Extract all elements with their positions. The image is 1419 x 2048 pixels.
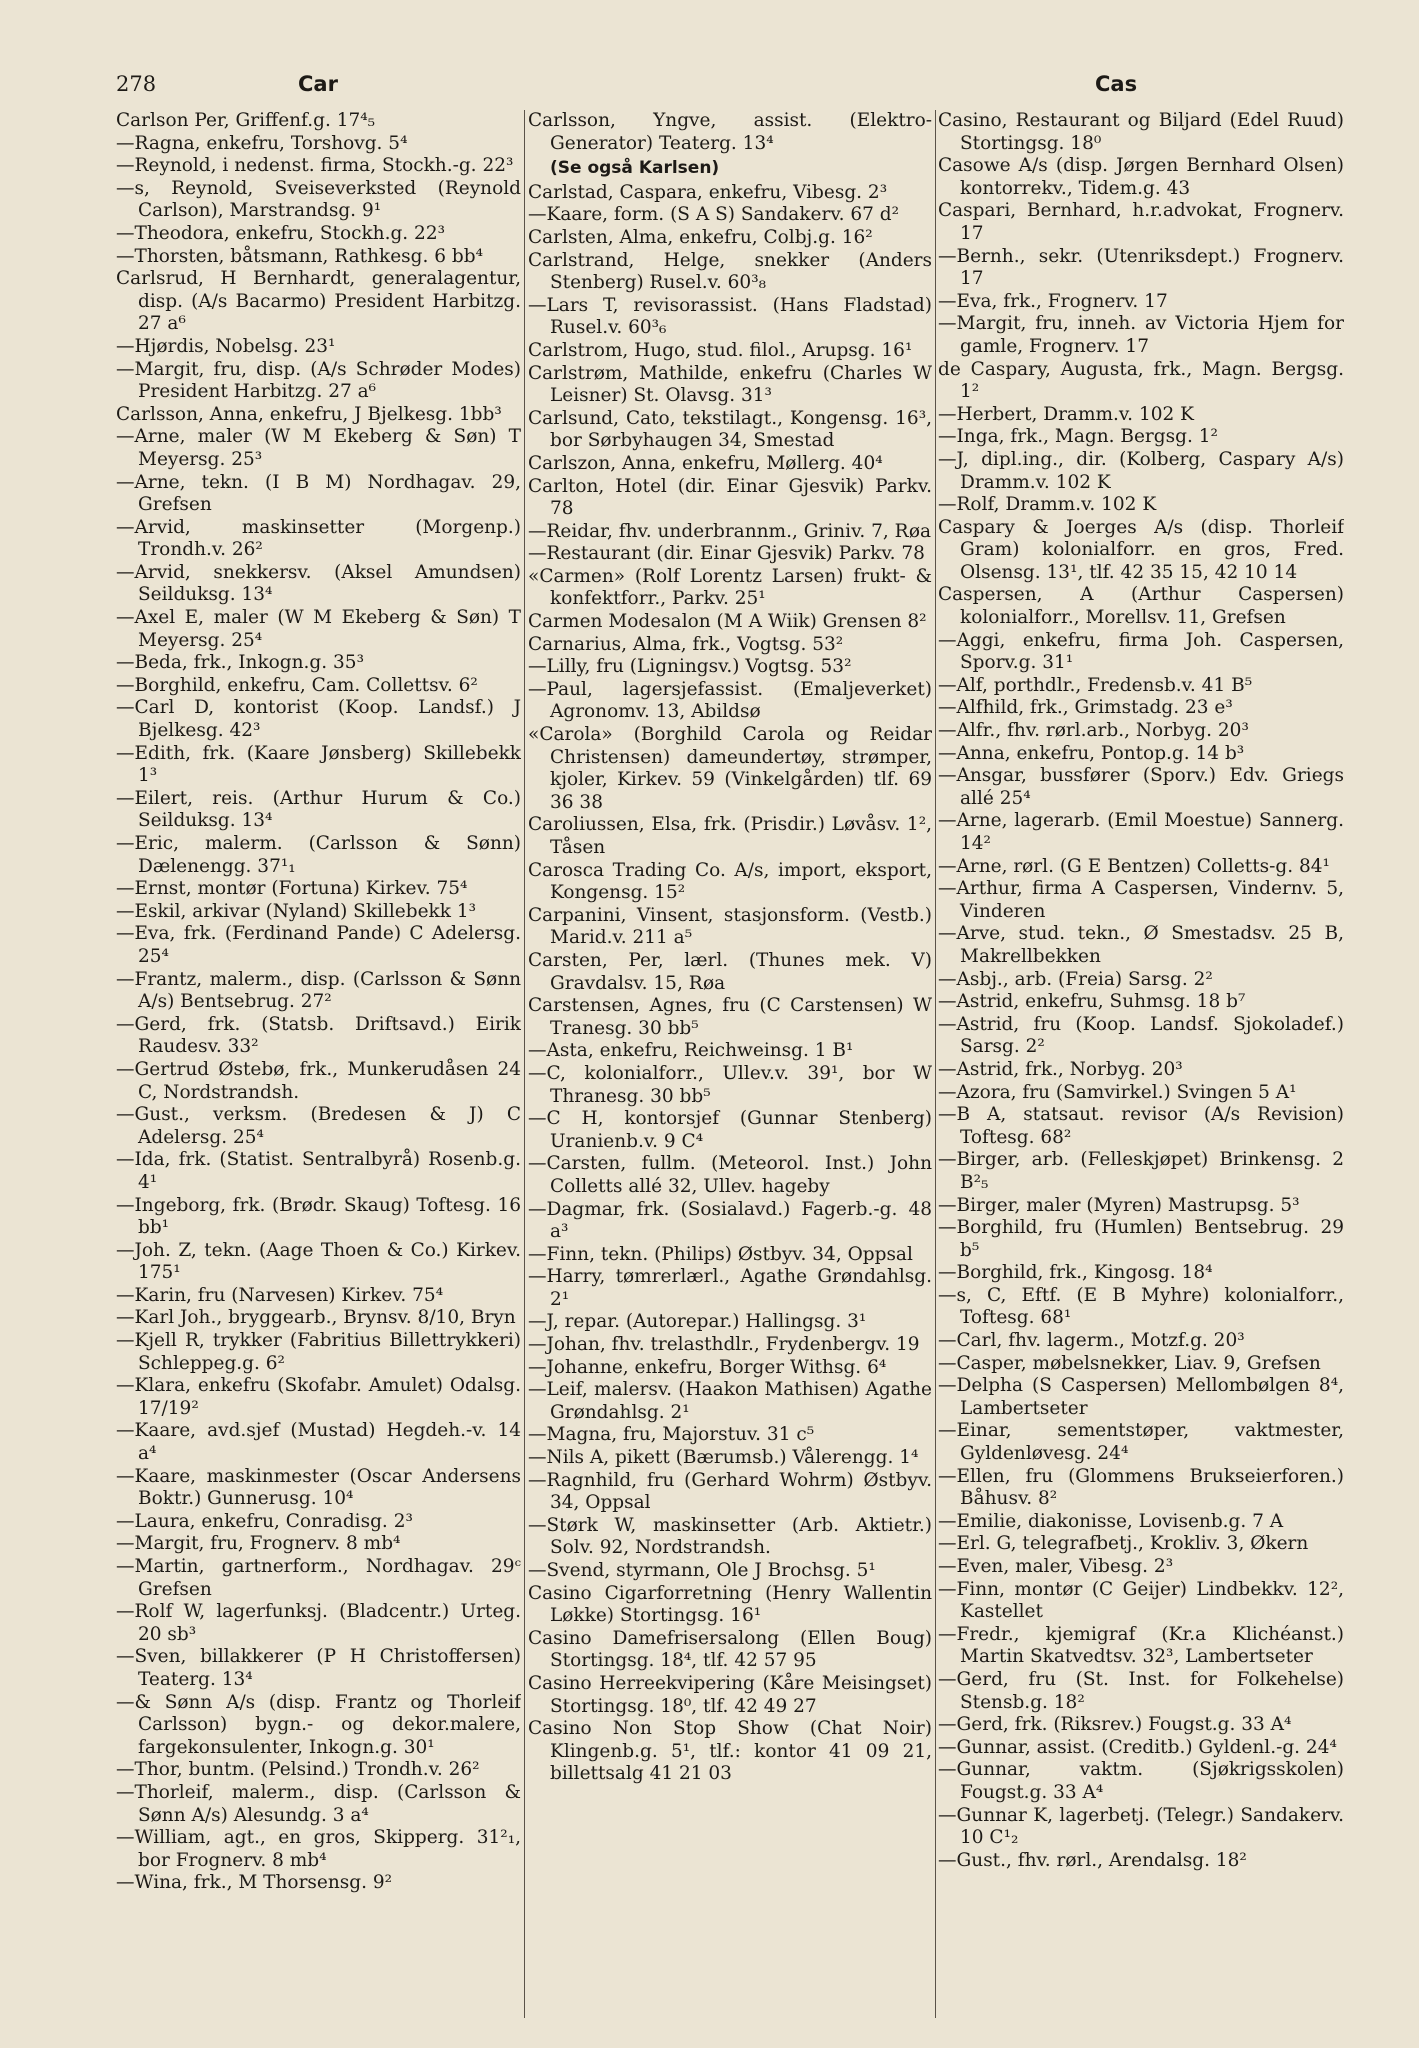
directory-entry: —Karin, fru (Narvesen) Kirkev. 75⁴ <box>116 1284 444 1306</box>
directory-entry: —Eva, frk., Frognerv. 17 <box>938 290 1168 312</box>
guide-word-left: Car <box>298 72 338 96</box>
directory-entry: —Beda, frk., Inkogn.g. 35³ <box>116 652 364 674</box>
directory-entry: —Nils A, pikett (Bærumsb.) Vålerengg. 1⁴ <box>528 1447 919 1469</box>
directory-entry: Carlsson, Yngve, assist. (Elektro-Generator) Teaterg. 13⁴ <box>528 110 932 154</box>
directory-entry: —& Sønn A/s (disp. Frantz og Thorleif Carlsson) bygn.- og dekor.malere, fargekonsulenter, Inkogn.g. 30¹ <box>116 1691 521 1758</box>
directory-entry: —Lilly, fru (Ligningsv.) Vogtsg. 53² <box>528 656 852 678</box>
directory-entry: —Birger, arb. (Felleskjøpet) Brinkensg. 2 B²₅ <box>938 1149 1344 1193</box>
directory-entry: —Theodora, enkefru, Stockh.g. 22³ <box>116 222 446 244</box>
directory-entry: Carlszon, Anna, enkefru, Møllerg. 40⁴ <box>528 452 883 474</box>
directory-entry: Casino Cigarforretning (Henry Wallentin Løkke) Stortingsg. 16¹ <box>528 1582 932 1627</box>
directory-entry: —Lars T, revisorassist. (Hans Fladstad) Rusel.v. 60³₆ <box>528 294 932 339</box>
directory-entry: —Alfr., fhv. rørl.arb., Norbyg. 20³ <box>938 720 1249 742</box>
directory-entry: Carlson Per, Griffenf.g. 17⁴₅ <box>116 110 376 131</box>
directory-entry: —Harry, tømrerlærl., Agathe Grøndahlsg. 2¹ <box>528 1266 932 1310</box>
directory-entry: —Astrid, frk., Norbyg. 20³ <box>938 1058 1183 1080</box>
directory-entry: —Astrid, fru (Koop. Landsf. Sjokoladef.) Sarsg. 2² <box>938 1013 1344 1058</box>
directory-entry: —Carsten, fullm. (Meteorol. Inst.) John Colletts allé 32, Ullev. hageby <box>528 1153 932 1197</box>
directory-entry: —Dagmar, frk. (Sosialavd.) Fagerb.-g. 48 a³ <box>528 1198 932 1243</box>
directory-entry: Carlsson, Anna, enkefru, J Bjelkesg. 1bb³ <box>116 403 502 425</box>
directory-entry: —Margit, fru, inneh. av Victoria Hjem for gamle, Frognerv. 17 <box>938 313 1344 357</box>
directory-entry: —Ernst, montør (Fortuna) Kirkev. 75⁴ <box>116 878 468 900</box>
directory-entry: —Ida, frk. (Statist. Sentralbyrå) Rosenb.g. 4¹ <box>116 1149 521 1193</box>
column-left <box>116 110 521 2020</box>
directory-entry: —Arne, lagerarb. (Emil Moestue) Sannerg. 14² <box>938 810 1344 854</box>
directory-entry: —C, kolonialforr., Ullev.v. 39¹, bor W Thranesg. 30 bb⁵ <box>528 1062 932 1107</box>
directory-entry: —Borghild, frk., Kingosg. 18⁴ <box>938 1262 1213 1284</box>
directory-entry: —Ragnhild, fru (Gerhard Wohrm) Østbyv. 34, Oppsal <box>528 1469 932 1514</box>
directory-entry: —Eilert, reis. (Arthur Hurum & Co.) Seilduksg. 13⁴ <box>116 787 521 832</box>
directory-entry: —Johan, fhv. trelasthdlr., Frydenbergv. 19 <box>528 1334 920 1356</box>
directory-entry: —Margit, fru, Frognerv. 8 mb⁴ <box>116 1533 401 1555</box>
directory-entry: Carlstrom, Hugo, stud. filol., Arupsg. 16¹ <box>528 339 913 361</box>
directory-entry: —Martin, gartnerform., Nordhagav. 29ᶜ Grefsen <box>116 1556 521 1600</box>
directory-entry: —Thorleif, malerm., disp. (Carlsson & Sønn A/s) Alesundg. 3 a⁴ <box>116 1781 521 1826</box>
directory-entry: —Einar, sementstøper, vaktmester, Gyldenløvesg. 24⁴ <box>938 1420 1344 1465</box>
directory-entry: —Svend, styrmann, Ole J Brochsg. 5¹ <box>528 1560 876 1581</box>
directory-entry: —Kaare, maskinmester (Oscar Andersens Boktr.) Gunnerusg. 10⁴ <box>116 1465 521 1510</box>
directory-entry: Caspersen, A (Arthur Caspersen) kolonialforr., Morellsv. 11, Grefsen <box>938 584 1344 629</box>
directory-entry: —Restaurant (dir. Einar Gjesvik) Parkv. 78 <box>528 543 925 565</box>
directory-entry: Carmen Modesalon (M A Wiik) Grensen 8² <box>528 611 927 633</box>
directory-entry: —Karl Joh., bryggearb., Brynsv. 8/10, Bryn <box>116 1307 516 1329</box>
directory-entry: —Reidar, fhv. underbrannm., Griniv. 7, Røa <box>528 520 932 542</box>
directory-entry: —Azora, fru (Samvirkel.) Svingen 5 A¹ <box>938 1081 1297 1103</box>
directory-entry: —Ellen, fru (Glommens Brukseierforen.) Båhusv. 8² <box>938 1465 1344 1510</box>
directory-entry: —Størk W, maskinsetter (Arb. Aktietr.) Solv. 92, Nordstrandsh. <box>528 1514 932 1559</box>
directory-entry: —Frantz, malerm., disp. (Carlsson & Sønn A/s) Bentsebrug. 27² <box>116 968 521 1013</box>
column-divider <box>524 110 525 2018</box>
directory-entry: —Arne, tekn. (I B M) Nordhagav. 29, Grefsen <box>116 471 521 516</box>
directory-entry: —Alfhild, frk., Grimstadg. 23 e³ <box>938 697 1233 719</box>
directory-entry: Carlstrøm, Mathilde, enkefru (Charles W Leisner) St. Olavsg. 31³ <box>528 362 932 407</box>
directory-entry: Carpanini, Vinsent, stasjonsform. (Vestb.) Marid.v. 211 a⁵ <box>528 904 932 949</box>
directory-entry: «Carmen» (Rolf Lorentz Larsen) frukt- & konfektforr., Parkv. 25¹ <box>528 565 932 610</box>
directory-entry: —Johanne, enkefru, Borger Withsg. 6⁴ <box>528 1356 887 1378</box>
directory-entry: Carosca Trading Co. A/s, import, eksport, Kongensg. 15² <box>528 859 932 904</box>
directory-entry: —Anna, enkefru, Pontop.g. 14 b³ <box>938 742 1245 764</box>
directory-entry: —Gerd, frk. (Statsb. Driftsavd.) Eirik Raudesv. 33² <box>116 1013 521 1058</box>
directory-entry: Carsten, Per, lærl. (Thunes mek. V) Gravdalsv. 15, Røa <box>528 949 932 994</box>
directory-entry: —Edith, frk. (Kaare Jønsberg) Skillebekk 1³ <box>116 742 521 787</box>
directory-entry: —Thorsten, båtsmann, Rathkesg. 6 bb⁴ <box>116 245 483 267</box>
directory-entry: Carlton, Hotel (dir. Einar Gjesvik) Parkv. 78 <box>528 475 932 520</box>
directory-entry: —Klara, enkefru (Skofabr. Amulet) Odalsg. 17/19² <box>116 1375 521 1419</box>
directory-entry: —Rolf, Dramm.v. 102 K <box>938 494 1157 516</box>
directory-entry: —Herbert, Dramm.v. 102 K <box>938 403 1194 425</box>
directory-entry: —Inga, frk., Magn. Bergsg. 1² <box>938 426 1218 448</box>
directory-entry: —Paul, lagersjefassist. (Emaljeverket) Agronomv. 13, Abildsø <box>528 678 932 723</box>
directory-entry: —Gunnar, vaktm. (Sjøkrigsskolen) Fougst.g. 33 A⁴ <box>938 1759 1344 1803</box>
directory-entry: —Axel E, maler (W M Ekeberg & Søn) T Meyersg. 25⁴ <box>116 607 521 651</box>
directory-entry: Casino Non Stop Show (Chat Noir) Klingenb.g. 5¹, tlf.: kontor 41 09 21, billettsalg 41 21 03 <box>528 1718 932 1785</box>
directory-entry: —Wina, frk., M Thorsensg. 9² <box>116 1872 393 1894</box>
directory-entry: —Emilie, diakonisse, Lovisenb.g. 7 A <box>938 1510 1284 1532</box>
directory-entry: —Gust., verksm. (Bredesen & J) C Adelersg. 25⁴ <box>116 1104 521 1148</box>
directory-entry: —Arve, stud. tekn., Ø Smestadsv. 25 B, Makrellbekken <box>938 923 1344 967</box>
directory-entry: —C H, kontorsjef (Gunnar Stenberg) Uranienb.v. 9 C⁴ <box>528 1108 932 1152</box>
directory-entry: —Gust., fhv. rørl., Arendalsg. 18² <box>938 1849 1247 1871</box>
directory-entry: —Even, maler, Vibesg. 2³ <box>938 1556 1174 1577</box>
directory-entry: «Carola» (Borghild Carola og Reidar Christensen) dameundertøy, strømper, kjoler, Kirkev. 59 (Vinkelgården) tlf. 69 36 38 <box>528 724 932 813</box>
directory-entry: —Sven, billakkerer (P H Christoffersen) Teaterg. 13⁴ <box>116 1646 521 1690</box>
directory-entry: —Margit, fru, disp. (A/s Schrøder Modes) President Harbitzg. 27 a⁶ <box>116 358 521 403</box>
directory-entry: —Leif, malersv. (Haakon Mathisen) Agathe Grøndahlsg. 2¹ <box>528 1379 932 1423</box>
directory-entry: —Carl D, kontorist (Koop. Landsf.) J Bjelkesg. 42³ <box>116 697 521 742</box>
directory-entry: —J, dipl.ing., dir. (Kolberg, Caspary A/s) Dramm.v. 102 K <box>938 448 1344 493</box>
directory-entry: —Ingeborg, frk. (Brødr. Skaug) Toftesg. 16 bb¹ <box>116 1194 521 1239</box>
directory-entry: Carlstrand, Helge, snekker (Anders Stenberg) Rusel.v. 60³₈ <box>528 249 932 294</box>
directory-entry: —Rolf W, lagerfunksj. (Bladcentr.) Urteg. 20 sb³ <box>116 1601 521 1645</box>
directory-entry: —Alf, porthdlr., Fredensb.v. 41 B⁵ <box>938 674 1253 696</box>
directory-entry: —Casper, møbelsnekker, Liav. 9, Grefsen <box>938 1352 1321 1374</box>
directory-entry: —Finn, tekn. (Philips) Østbyv. 34, Oppsal <box>528 1243 913 1265</box>
directory-entry: —s, C, Eftf. (E B Myhre) kolonialforr., Toftesg. 68¹ <box>938 1284 1344 1329</box>
directory-entry: —Asta, enkefru, Reichweinsg. 1 B¹ <box>528 1040 854 1062</box>
directory-entry: Caspary & Joerges A/s (disp. Thorleif Gram) kolonialforr. en gros, Fred. Olsensg. 13¹, tlf. 42 35 15, 42 10 14 <box>938 516 1344 583</box>
directory-entry: —s, Reynold, Sveiseverksted (Reynold Carlson), Marstrandsg. 9¹ <box>116 177 521 222</box>
directory-entry: —Finn, montør (C Geijer) Lindbekkv. 12², Kastellet <box>938 1578 1344 1623</box>
column-right <box>938 110 1344 2020</box>
directory-entry: Carstensen, Agnes, fru (C Carstensen) W Tranesg. 30 bb⁵ <box>528 995 932 1039</box>
page-number: 278 <box>116 72 157 96</box>
directory-entry: —Kjell R, trykker (Fabritius Billettrykkeri) Schleppeg.g. 6² <box>116 1330 521 1374</box>
directory-entry: —Ansgar, bussfører (Sporv.) Edv. Griegs allé 25⁴ <box>938 765 1344 809</box>
directory-entry: —Eva, frk. (Ferdinand Pande) C Adelersg. 25⁴ <box>116 923 521 967</box>
directory-entry: Caspari, Bernhard, h.r.advokat, Frognerv. 17 <box>938 200 1344 244</box>
directory-entry: —Aggi, enkefru, firma Joh. Caspersen, Sporv.g. 31¹ <box>938 629 1344 674</box>
column-middle <box>528 110 932 2020</box>
directory-entry: —Birger, maler (Myren) Mastrupsg. 5³ <box>938 1194 1300 1216</box>
directory-entry: —Asbj., arb. (Freia) Sarsg. 2² <box>938 968 1213 990</box>
directory-entry: —Thor, buntm. (Pelsind.) Trondh.v. 26² <box>116 1759 480 1781</box>
directory-entry: Casino, Restaurant og Biljard (Edel Ruud) Stortingsg. 18⁰ <box>938 110 1344 154</box>
directory-entry: —Laura, enkefru, Conradisg. 2³ <box>116 1510 413 1532</box>
directory-entry: —Arne, rørl. (G E Bentzen) Colletts-g. 84¹ <box>938 855 1330 877</box>
directory-entry: —Gerd, fru (St. Inst. for Folkehelse) Stensb.g. 18² <box>938 1668 1344 1713</box>
directory-entry: Carlstad, Caspara, enkefru, Vibesg. 2³ <box>528 181 888 203</box>
directory-entry: —Ragna, enkefru, Torshovg. 5⁴ <box>116 132 408 154</box>
directory-entry: —Kaare, avd.sjef (Mustad) Hegdeh.-v. 14 a⁴ <box>116 1420 521 1465</box>
directory-entry: Carlsund, Cato, tekstilagt., Kongensg. 16³, bor Sørbyhaugen 34, Smestad <box>528 407 932 452</box>
directory-entry: —Eric, malerm. (Carlsson & Sønn) Dælenengg. 37¹₁ <box>116 833 521 877</box>
directory-entry: Carlsten, Alma, enkefru, Colbj.g. 16² <box>528 226 873 248</box>
directory-entry: —Arvid, maskinsetter (Morgenp.) Trondh.v. 26² <box>116 516 521 561</box>
cross-reference: (Se også Karlsen) <box>550 158 720 179</box>
column-divider <box>935 110 936 2018</box>
directory-entry: —William, agt., en gros, Skipperg. 31²₁, bor Frognerv. 8 mb⁴ <box>116 1827 521 1871</box>
directory-entry: Carlsrud, H Bernhardt, generalagentur, disp. (A/s Bacarmo) President Harbitzg. 27 a⁶ <box>116 268 521 335</box>
directory-entry: —Fredr., kjemigraf (Kr.a Klichéanst.) Martin Skatvedtsv. 32³, Lambertseter <box>938 1623 1344 1668</box>
directory-entry: Caroliussen, Elsa, frk. (Prisdir.) Løvåsv. 1², Tåsen <box>528 814 932 858</box>
directory-entry: —B A, statsaut. revisor (A/s Revision) Toftesg. 68² <box>938 1104 1344 1148</box>
directory-entry: —Bernh., sekr. (Utenriksdept.) Frognerv. 17 <box>938 245 1344 290</box>
directory-entry: —Gertrud Østebø, frk., Munkerudåsen 24 C, Nordstrandsh. <box>116 1058 521 1103</box>
directory-entry: —Arne, maler (W M Ekeberg & Søn) T Meyersg. 25³ <box>116 426 521 470</box>
directory-entry: Casowe A/s (disp. Jørgen Bernhard Olsen) kontorrekv., Tidem.g. 43 <box>938 155 1344 199</box>
directory-entry: —Gunnar K, lagerbetj. (Telegr.) Sandakerv. 10 C¹₂ <box>938 1804 1344 1849</box>
directory-entry: de Caspary, Augusta, frk., Magn. Bergsg. 1² <box>938 358 1344 403</box>
directory-entry: —Joh. Z, tekn. (Aage Thoen & Co.) Kirkev. 175¹ <box>116 1239 521 1284</box>
directory-entry: —Astrid, enkefru, Suhmsg. 18 b⁷ <box>938 991 1246 1013</box>
directory-entry: —J, repar. (Autorepar.) Hallingsg. 3¹ <box>528 1311 867 1333</box>
directory-entry: —Kaare, form. (S A S) Sandakerv. 67 d² <box>528 204 900 226</box>
directory-entry: —Reynold, i nedenst. firma, Stockh.-g. 22³ <box>116 155 514 177</box>
directory-entry: Casino Damefrisersalong (Ellen Boug) Stortingsg. 18⁴, tlf. 42 57 95 <box>528 1627 932 1672</box>
directory-entry: —Eskil, arkivar (Nyland) Skillebekk 1³ <box>116 900 477 922</box>
directory-entry: Carnarius, Alma, frk., Vogtsg. 53² <box>528 633 844 655</box>
directory-entry: Casino Herreekvipering (Kåre Meisingset) Stortingsg. 18⁰, tlf. 42 49 27 <box>528 1672 932 1717</box>
directory-entry: —Gerd, frk. (Riksrev.) Fougst.g. 33 A⁴ <box>938 1714 1292 1736</box>
directory-entry: —Borghild, fru (Humlen) Bentsebrug. 29 b⁵ <box>938 1217 1344 1261</box>
guide-word-right: Cas <box>1095 72 1138 96</box>
directory-entry: —Arvid, snekkersv. (Aksel Amundsen) Seilduksg. 13⁴ <box>116 561 521 606</box>
directory-entry: —Arthur, firma A Caspersen, Vindernv. 5, Vinderen <box>938 878 1344 922</box>
directory-entry: —Magna, fru, Majorstuv. 31 c⁵ <box>528 1424 815 1446</box>
directory-entry: —Delpha (S Caspersen) Mellombølgen 8⁴, Lambertseter <box>938 1375 1344 1419</box>
directory-entry: —Carl, fhv. lagerm., Motzf.g. 20³ <box>938 1330 1245 1352</box>
page-header <box>0 72 1419 102</box>
directory-entry: —Gunnar, assist. (Creditb.) Gyldenl.-g. 24⁴ <box>938 1736 1337 1758</box>
directory-entry: —Erl. G, telegrafbetj., Krokliv. 3, Økern <box>938 1533 1309 1555</box>
directory-entry: —Hjørdis, Nobelsg. 23¹ <box>116 335 336 357</box>
directory-entry: —Borghild, enkefru, Cam. Collettsv. 6² <box>116 674 478 696</box>
